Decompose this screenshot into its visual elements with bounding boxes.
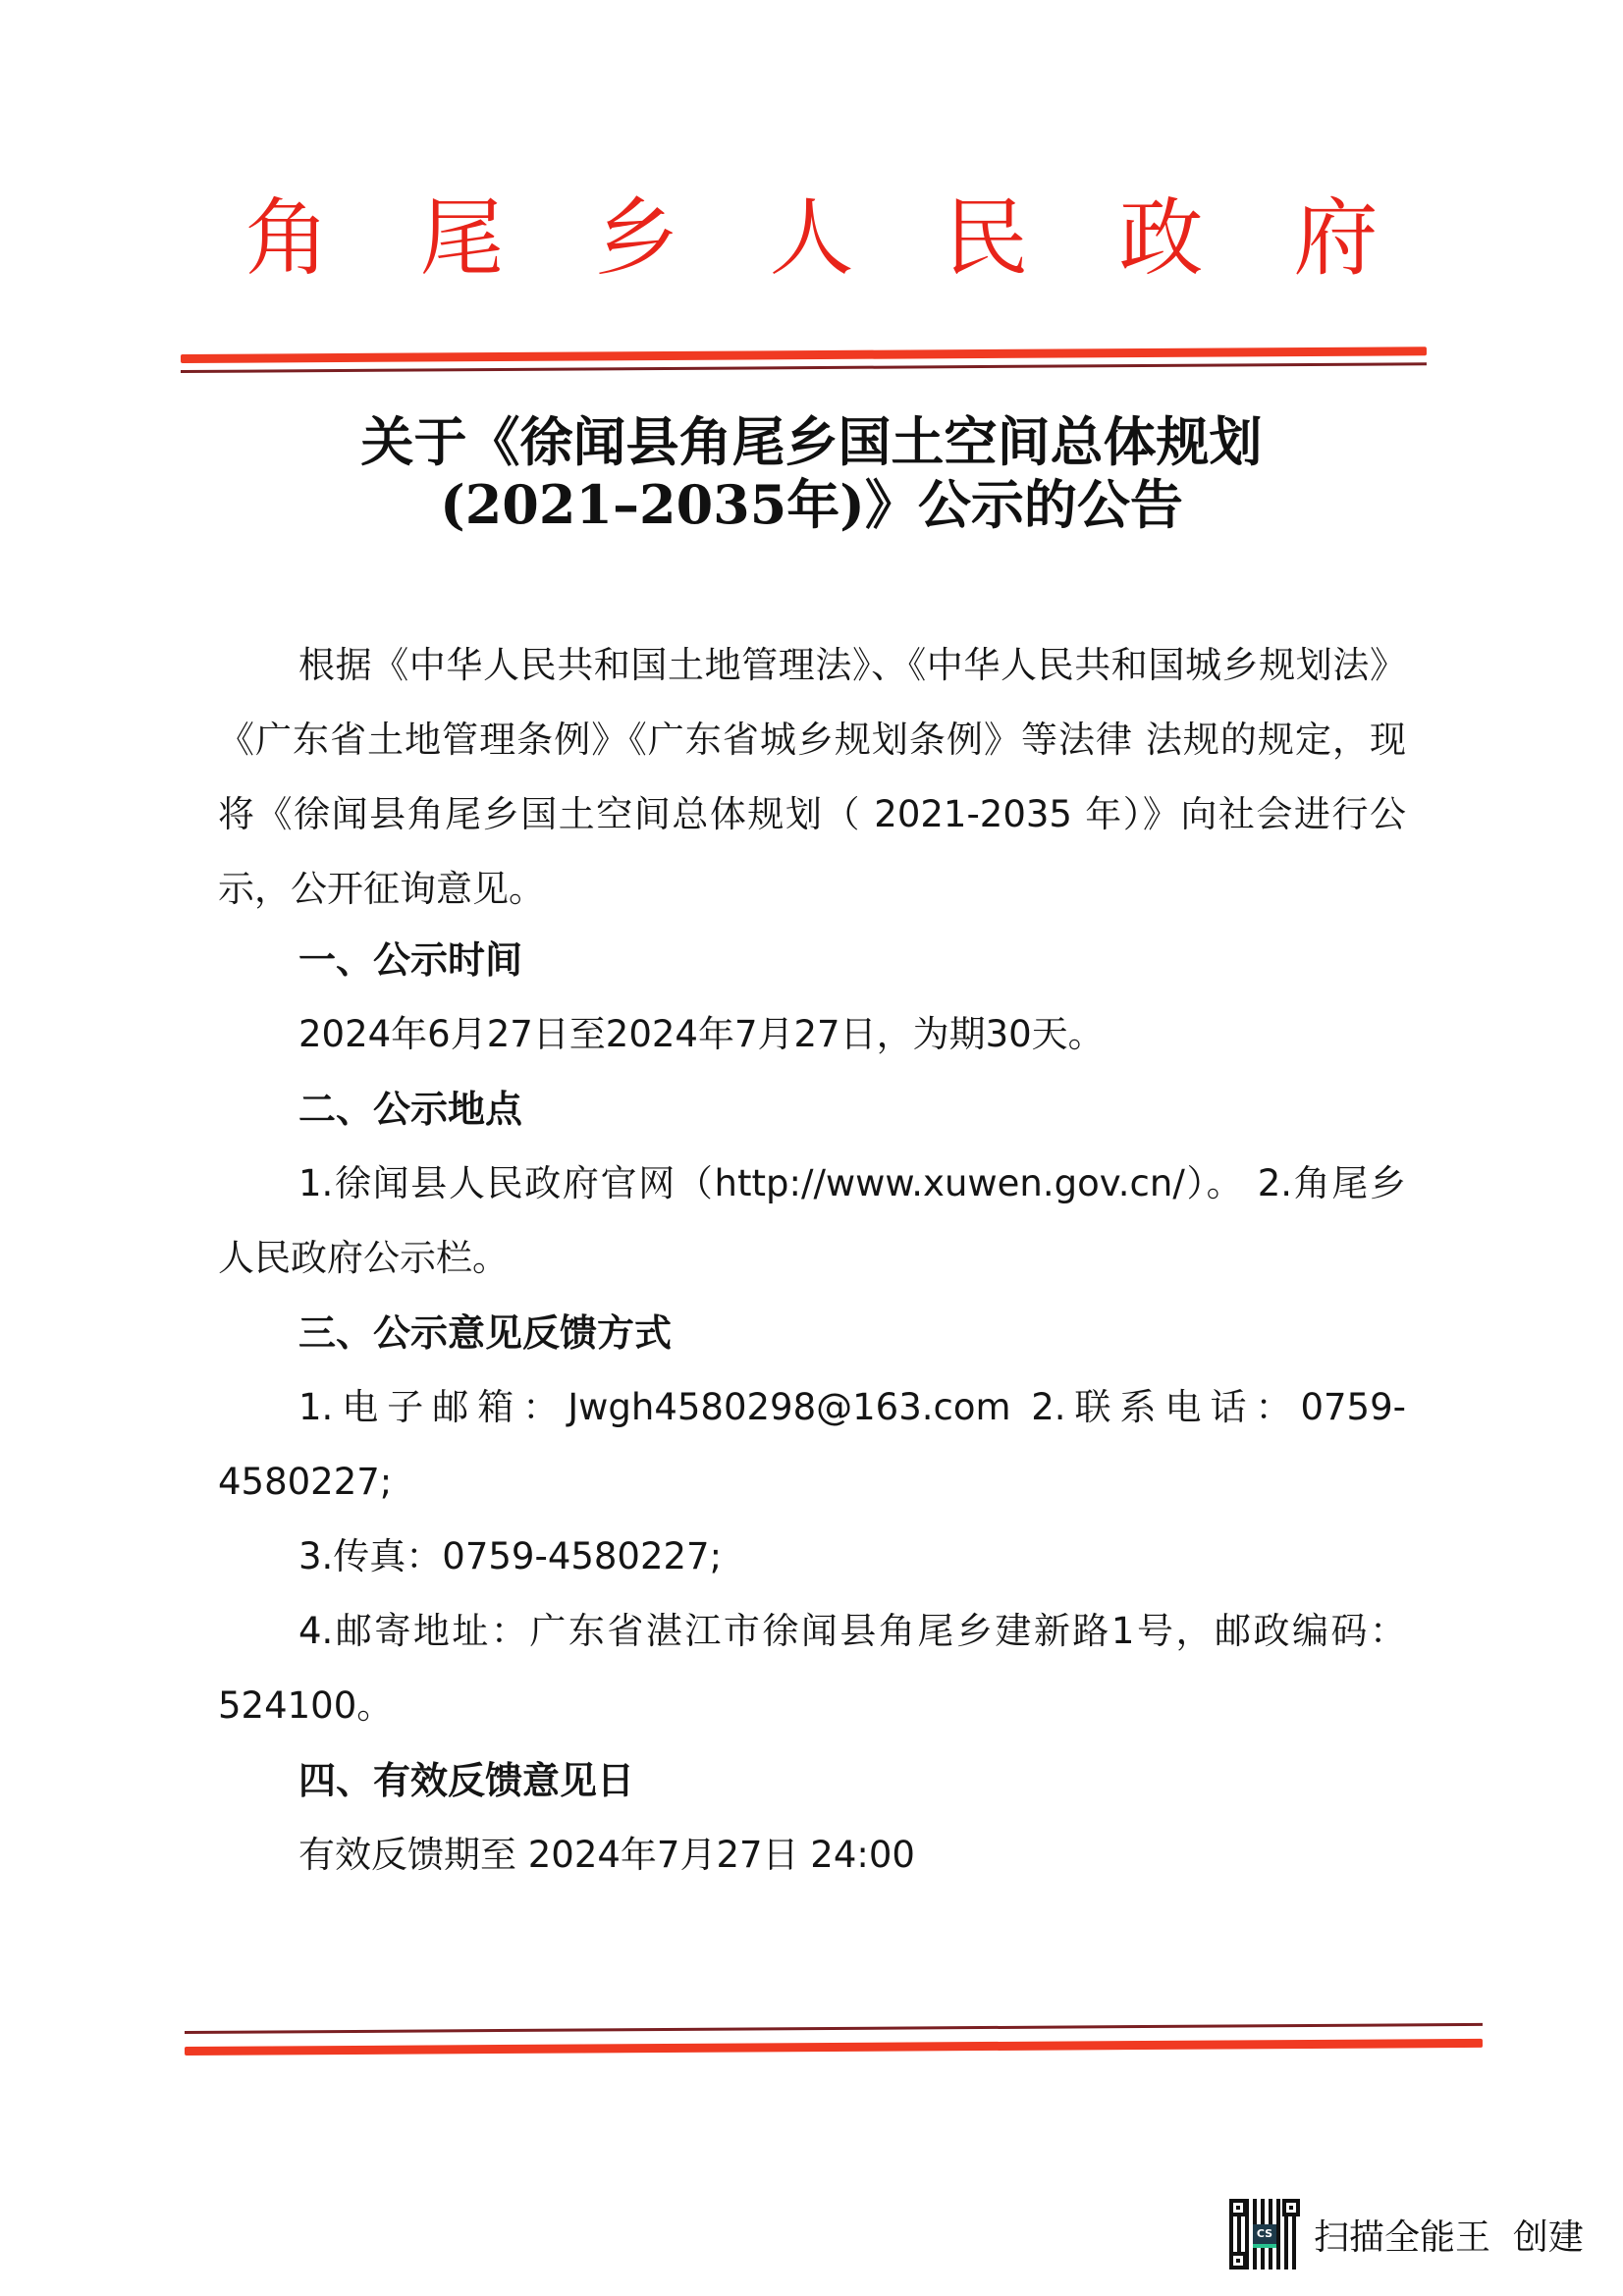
section-3-body-1 xyxy=(218,1370,1406,1520)
feedback-deadline: 有效反馈期至 2024年7月27日 24:00 xyxy=(298,1834,915,1876)
masthead xyxy=(0,189,1623,288)
section-heading-location: 二、公示地点 xyxy=(298,1088,523,1131)
section-3-body-2 xyxy=(218,1520,1406,1594)
camscanner-logo-icon: CS xyxy=(1253,2224,1276,2248)
document-title-line-1: 关于《徐闻县角尾乡国土空间总体规划 xyxy=(360,410,1263,473)
section-heading-time: 一、公示时间 xyxy=(298,938,523,982)
section-3-body-3 xyxy=(218,1594,1406,1743)
scanner-watermark xyxy=(1227,2197,1584,2271)
feedback-fax: 3.传真：0759-4580227; xyxy=(298,1535,723,1577)
feedback-email-phone: 1.电子邮箱：Jwgh4580298@163.com 2.联系电话：0759-4580227; xyxy=(218,1386,1406,1503)
section-1-body xyxy=(218,997,1406,1072)
qr-finder-pattern xyxy=(1282,2199,1300,2216)
qr-finder-pattern xyxy=(1229,2199,1247,2216)
qr-code-icon xyxy=(1227,2197,1302,2271)
watermark-text: 扫描全能王 创建 xyxy=(1314,2216,1584,2258)
section-4 xyxy=(218,1743,1406,1818)
publicity-locations: 1.徐闻县人民政府官网（http://www.xuwen.gov.cn/）。 2.角尾乡人民政府公示栏。 xyxy=(218,1162,1406,1279)
section-heading-deadline: 四、有效反馈意见日 xyxy=(298,1759,635,1802)
section-4-body xyxy=(218,1818,1406,1893)
footer-rule-thick xyxy=(185,2039,1483,2056)
intro-paragraph: 根据《中华人民共和国土地管理法》、《中华人民共和国城乡规划法》《广东省土地管理条例》《广东省城乡规划条例》等法律 法规的规定，现将《徐闻县角尾乡国土空间总体规划（ 2021-2035 年）》向社会进行公示，公开征询意见。 xyxy=(218,644,1406,910)
header-red-rule-thick xyxy=(181,347,1427,363)
section-3 xyxy=(218,1296,1406,1370)
section-2 xyxy=(218,1072,1406,1147)
document-title-line-2: (2021–2035年)》公示的公告 xyxy=(440,473,1183,536)
intro-section xyxy=(218,628,1406,927)
qr-finder-pattern xyxy=(1229,2252,1247,2269)
issuer-title: 角尾乡人民政府 xyxy=(244,189,1469,288)
section-2-body xyxy=(218,1147,1406,1296)
footer-rule-thin xyxy=(185,2023,1483,2034)
document-title xyxy=(0,410,1623,536)
section-1 xyxy=(218,923,1406,997)
publicity-period: 2024年6月27日至2024年7月27日，为期30天。 xyxy=(298,1013,1105,1055)
section-heading-feedback: 三、公示意见反馈方式 xyxy=(298,1311,673,1355)
header-red-rule-thin xyxy=(181,362,1427,373)
feedback-mail-address: 4.邮寄地址：广东省湛江市徐闻县角尾乡建新路1号，邮政编码：524100。 xyxy=(218,1610,1406,1727)
